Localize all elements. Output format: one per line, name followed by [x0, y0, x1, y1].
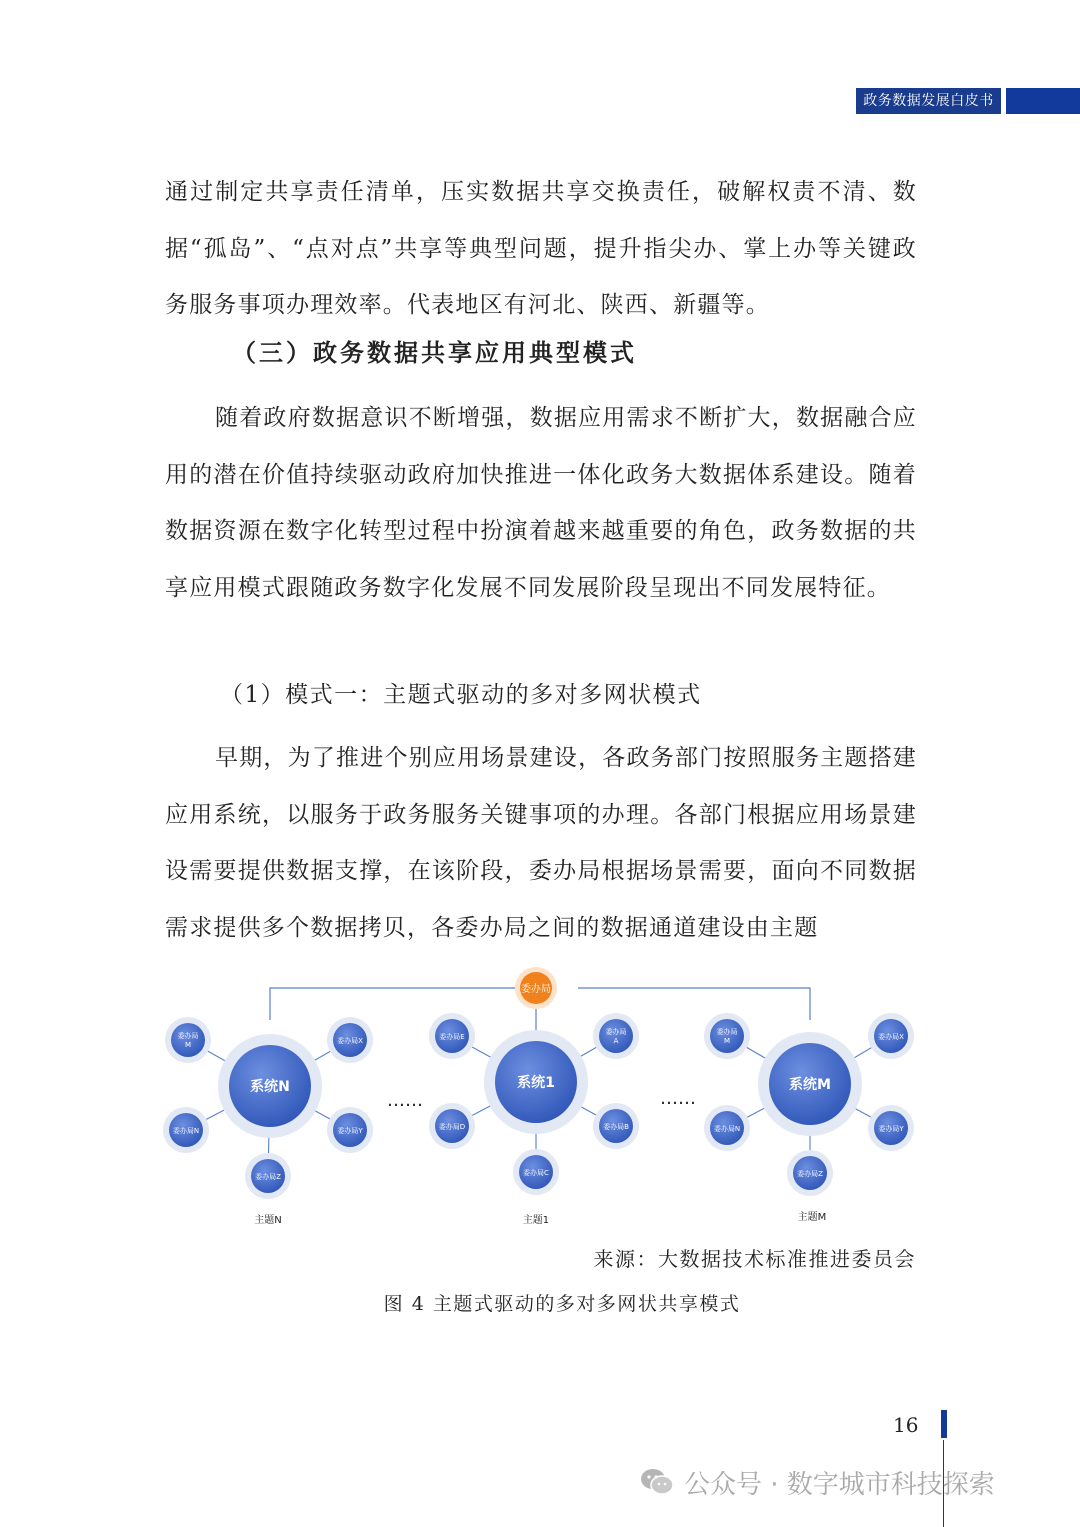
svg-text:委办局: 委办局	[716, 1028, 738, 1036]
top-node-label: 委办局	[521, 984, 551, 995]
svg-text:M: M	[184, 1041, 192, 1049]
cluster-m-satellite-5	[787, 1150, 833, 1196]
cluster-n-satellite-5	[245, 1153, 291, 1199]
paragraph-1-block	[165, 164, 917, 334]
cluster-1	[429, 1013, 639, 1226]
svg-text:委办局N: 委办局N	[713, 1125, 741, 1133]
svg-text:委办局Z: 委办局Z	[797, 1170, 823, 1178]
cluster-m-center-label: 系统M	[789, 1077, 831, 1093]
paragraph-1: 通过制定共享责任清单，压实数据共享交换责任，破解权责不清、数据“孤岛”、“点对点”共享等典型问题，提升指尖办、掌上办等关键政务服务事项办理效率。代表地区有河北、陕西、新疆等。	[165, 179, 917, 318]
svg-text:委办局Z: 委办局Z	[255, 1173, 281, 1181]
svg-text:委办局X: 委办局X	[878, 1033, 904, 1041]
svg-text:委办局N: 委办局N	[172, 1127, 200, 1135]
cluster-m-label: 主题M	[797, 1212, 827, 1223]
ellipsis-right: ……	[660, 1088, 696, 1109]
page-mark	[941, 1410, 947, 1438]
network-diagram	[160, 960, 920, 1235]
cluster-n-satellite-3	[163, 1107, 209, 1153]
cluster-m-satellite-4	[868, 1105, 914, 1151]
cluster-m-satellite-2	[868, 1013, 914, 1059]
watermark-text: 公众号 · 数字城市科技探索	[684, 1469, 995, 1500]
svg-text:委办局D: 委办局D	[438, 1123, 466, 1131]
page-number: 16	[893, 1413, 919, 1437]
cluster-1-center-label: 系统1	[517, 1075, 555, 1091]
paragraph-3-block	[165, 730, 917, 956]
cluster-n-satellite-2	[327, 1017, 373, 1063]
header-title: 政务数据发展白皮书	[856, 88, 1001, 114]
ellipsis-left: ……	[387, 1090, 423, 1111]
cluster-1-label: 主题1	[522, 1215, 550, 1226]
cluster-1-satellite-3	[429, 1103, 475, 1149]
cluster-n-label: 主题N	[254, 1215, 282, 1226]
cluster-m-satellite-1	[704, 1013, 750, 1059]
cluster-1-satellite-2	[593, 1013, 639, 1059]
subheading: （1）模式一：主题式驱动的多对多网状模式	[220, 682, 702, 708]
svg-text:委办局B: 委办局B	[603, 1123, 629, 1131]
wechat-icon	[640, 1467, 674, 1497]
svg-text:A: A	[613, 1037, 619, 1045]
paragraph-2: 随着政府数据意识不断增强，数据应用需求不断扩大，数据融合应用的潜在价值持续驱动政府加快推进一体化政务大数据体系建设。随着数据资源在数字化转型过程中扮演着越来越重要的角色，政务数据的共享应用模式跟随政务数字化发展不同发展阶段呈现出不同发展特征。	[165, 405, 917, 601]
top-node	[515, 967, 557, 1009]
cluster-m-satellite-3	[704, 1105, 750, 1151]
cluster-1-satellite-4	[593, 1103, 639, 1149]
section-heading: （三）政务数据共享应用典型模式	[232, 338, 637, 367]
svg-text:委办局: 委办局	[605, 1028, 627, 1036]
cluster-n-satellite-4	[327, 1107, 373, 1153]
cluster-n-satellite-1	[165, 1017, 211, 1063]
cluster-n	[163, 1017, 373, 1226]
cluster-m	[704, 1013, 914, 1223]
watermark	[640, 1462, 995, 1502]
cluster-n-center-label: 系统N	[250, 1079, 290, 1095]
header-accent-block	[1006, 88, 1080, 114]
svg-text:委办局Y: 委办局Y	[337, 1127, 363, 1135]
header-bar	[856, 88, 1080, 114]
svg-text:委办局: 委办局	[177, 1032, 199, 1040]
figure-source: 来源：大数据技术标准推进委员会	[593, 1247, 916, 1271]
svg-text:委办局Y: 委办局Y	[878, 1125, 904, 1133]
svg-text:M: M	[723, 1037, 731, 1045]
figure-caption: 图 4 主题式驱动的多对多网状共享模式	[383, 1293, 741, 1315]
svg-text:委办局C: 委办局C	[523, 1169, 549, 1177]
paragraph-3: 早期，为了推进个别应用场景建设，各政务部门按照服务主题搭建应用系统，以服务于政务服务关键事项的办理。各部门根据应用场景建设需要提供数据支撑，在该阶段，委办局根据场景需要，面向不同数据需求提供多个数据拷贝，各委办局之间的数据通道建设由主题	[165, 745, 917, 941]
svg-text:委办局E: 委办局E	[439, 1033, 465, 1041]
cluster-1-satellite-5	[513, 1149, 559, 1195]
svg-text:委办局X: 委办局X	[337, 1037, 363, 1045]
cluster-1-satellite-1	[429, 1013, 475, 1059]
paragraph-2-block	[165, 390, 917, 616]
